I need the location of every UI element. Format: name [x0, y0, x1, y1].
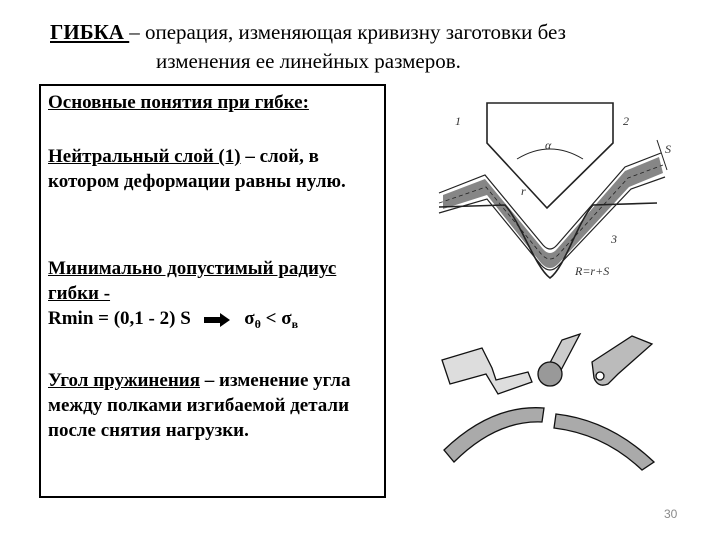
sigma-condition	[244, 308, 298, 329]
sigma-sub-theta: θ	[254, 317, 261, 331]
springback-text	[48, 368, 384, 443]
neutral-layer-term: Нейтральный слой (1)	[48, 146, 241, 167]
label-1: 1	[455, 114, 461, 128]
label-r: r	[521, 184, 526, 198]
less-than: <	[260, 308, 282, 329]
springback-term: Угол пружинения	[48, 370, 200, 391]
bent-parts-illustration	[432, 322, 672, 487]
label-formula: R=r+S	[575, 264, 610, 278]
neutral-layer-definition: – слой, в котором деформации равны нулю.	[48, 146, 346, 192]
concepts-box	[39, 84, 386, 498]
part-tube-end	[538, 362, 562, 386]
label-2: 2	[623, 114, 629, 128]
heading-definition-line2: изменения ее линейных размеров.	[156, 49, 461, 73]
page-number: 30	[664, 507, 678, 521]
arrow-right-icon	[204, 313, 230, 327]
part-z-bracket	[442, 348, 532, 394]
box-title-text: Основные понятия при гибке:	[48, 92, 309, 113]
min-radius-term: Минимально допустимый радиус гибки -	[48, 258, 337, 304]
heading-term: ГИБКА	[50, 20, 130, 44]
sigma-1: σ	[244, 308, 255, 329]
sigma-2: σ	[281, 308, 292, 329]
neutral-layer-text	[48, 144, 384, 194]
min-radius-formula: Rmin = (0,1 - 2) S	[48, 308, 191, 329]
heading-definition: – операция, изменяющая кривизну заготовки без	[129, 20, 566, 44]
punch	[487, 103, 613, 208]
min-radius-text	[48, 256, 384, 337]
part-curved-strip-1	[444, 408, 544, 462]
springback-definition: – изменение угла между полками изгибаемой детали после снятия нагрузки.	[48, 370, 351, 441]
slide-heading	[50, 18, 690, 76]
box-title	[48, 90, 384, 115]
label-s: S	[665, 142, 671, 156]
label-alpha: α	[545, 138, 552, 152]
part-curved-strip-2	[554, 414, 654, 470]
sigma-sub-v: в	[291, 317, 299, 331]
label-3: 3	[611, 232, 617, 246]
bending-diagram	[425, 95, 685, 290]
